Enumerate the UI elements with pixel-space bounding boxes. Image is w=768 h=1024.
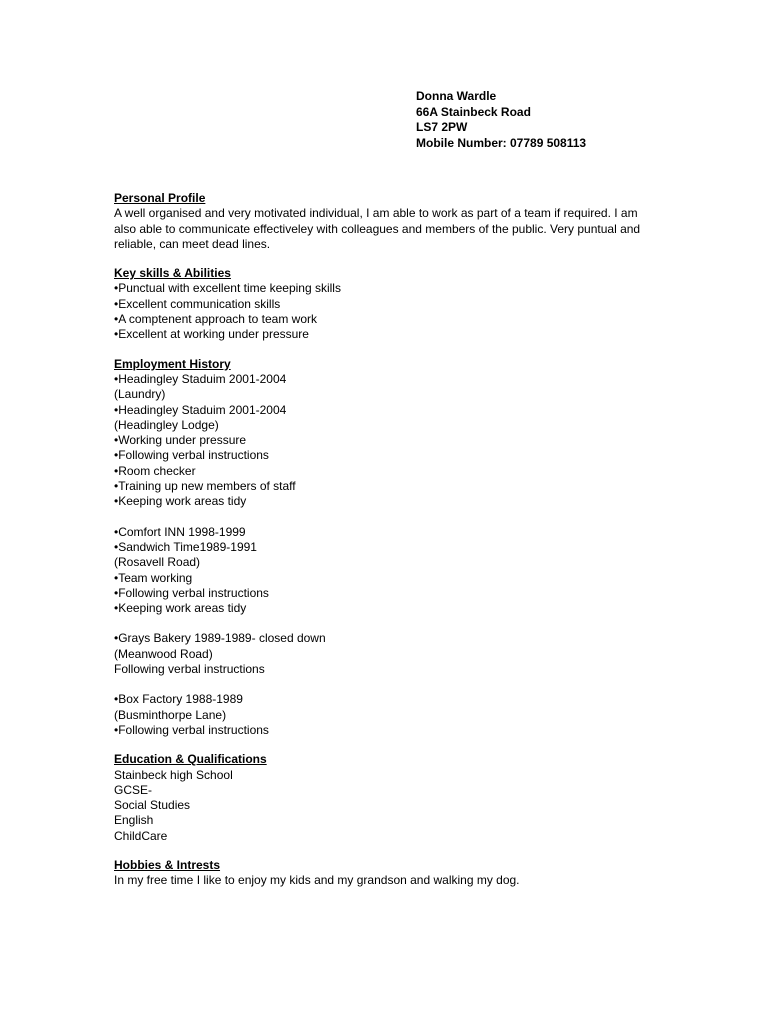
- employment-block-3: [114, 631, 654, 677]
- employment-block-1: [114, 372, 654, 510]
- employment-block-2: [114, 525, 654, 617]
- employment-line: • Sandwich Time1989-1991: [114, 540, 654, 555]
- employment-history-heading: Employment History: [114, 356, 231, 371]
- employment-line: (Meanwood Road): [114, 646, 213, 661]
- employment-line: • Training up new members of staff: [114, 479, 654, 494]
- personal-profile-heading: Personal Profile: [114, 191, 206, 205]
- contact-postcode: LS7 2PW: [416, 120, 468, 134]
- education-list: [114, 768, 654, 844]
- employment-line: • Keeping work areas tidy: [114, 601, 654, 616]
- education-item: Social Studies: [114, 798, 191, 813]
- key-skills-heading: Key skills & Abilities: [114, 266, 231, 281]
- education-item: ChildCare: [114, 828, 168, 843]
- employment-line: • Following verbal instructions: [114, 723, 654, 738]
- employment-line: • Comfort INN 1998-1999: [114, 525, 654, 540]
- skill-item: • Excellent communication skills: [114, 297, 654, 312]
- employment-line: (Rosavell Road): [114, 555, 201, 570]
- employment-line: (Headingley Lodge): [114, 417, 219, 432]
- employment-block-4: [114, 692, 654, 738]
- skill-item: • A comptenent approach to team work: [114, 312, 654, 327]
- employment-line: • Room checker: [114, 464, 654, 479]
- contact-block: [416, 89, 586, 151]
- employment-line: • Keeping work areas tidy: [114, 494, 654, 509]
- key-skills-list: [114, 281, 654, 342]
- employment-line: (Laundry): [114, 387, 166, 402]
- employment-line: • Following verbal instructions: [114, 586, 654, 601]
- employment-line: • Grays Bakery 1989-1989- closed down: [114, 631, 654, 646]
- contact-address: 66A Stainbeck Road: [416, 104, 531, 119]
- education-item: Stainbeck high School: [114, 767, 233, 782]
- employment-line: Following verbal instructions: [114, 662, 265, 677]
- contact-mobile: Mobile Number: 07789 508113: [416, 135, 587, 150]
- personal-profile-text: A well organised and very motivated individual, I am able to work as part of a team if required. I am also able to communicate effectiveley with colleagues and members of the public. Very puntual and reliable, can meet dead lines.: [114, 206, 641, 251]
- hobbies-text: In my free time I like to enjoy my kids and my grandson and walking my dog.: [114, 873, 520, 888]
- employment-line: • Headingley Staduim 2001-2004: [114, 372, 654, 387]
- employment-line: • Working under pressure: [114, 433, 654, 448]
- employment-line: (Busminthorpe Lane): [114, 707, 227, 722]
- education-heading: Education & Qualifications: [114, 752, 267, 767]
- education-item: GCSE-: [114, 782, 153, 797]
- employment-line: • Team working: [114, 571, 654, 586]
- skill-item: • Punctual with excellent time keeping skills: [114, 281, 654, 296]
- employment-line: • Following verbal instructions: [114, 448, 654, 463]
- skill-item: • Excellent at working under pressure: [114, 327, 654, 342]
- hobbies-heading: Hobbies & Intrests: [114, 857, 221, 872]
- employment-line: • Box Factory 1988-1989: [114, 692, 654, 707]
- contact-name: Donna Wardle: [416, 89, 497, 103]
- education-item: English: [114, 813, 154, 828]
- cv-content: [114, 191, 654, 889]
- employment-line: • Headingley Staduim 2001-2004: [114, 403, 654, 418]
